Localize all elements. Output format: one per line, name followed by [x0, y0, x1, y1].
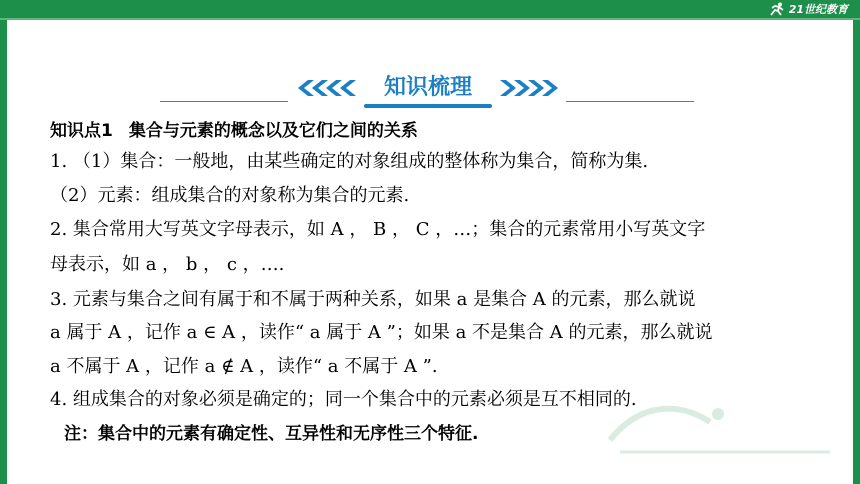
header-line-left	[160, 101, 288, 102]
content-line: 1. （1）集合：一般地，由某些确定的对象组成的整体称为集合，简称为集.	[50, 151, 649, 172]
content-line: 母表示，如 a ， b ， c ，….	[50, 254, 285, 275]
logo-text: 21世纪教育	[788, 3, 848, 16]
top-bar	[0, 0, 860, 18]
section-header	[290, 72, 566, 108]
watermark-logo	[600, 392, 840, 462]
right-chevrons-icon	[498, 78, 562, 98]
knowledge-point-title: 集合与元素的概念以及它们之间的关系	[128, 121, 418, 141]
knowledge-point-heading	[50, 116, 418, 146]
runner-icon	[768, 2, 786, 16]
section-title: 知识梳理	[383, 75, 472, 100]
header-line-right	[566, 101, 694, 102]
knowledge-point-label: 知识点1	[50, 121, 113, 141]
frame-left	[0, 20, 7, 484]
title-underline	[364, 104, 492, 108]
content-line: 4. 组成集合的对象必须是确定的；同一个集合中的元素必须是互不相同的.	[50, 389, 637, 410]
content-line: （2）元素：组成集合的对象称为集合的元素.	[50, 185, 410, 206]
content-line: a 属于 A ，记作 a ∈ A ，读作“ a 属于 A ”；如果 a 不是集合 A 的元素，那么就说	[50, 322, 713, 343]
frame-right	[853, 20, 860, 484]
content-line: a 不属于 A ，记作 a ∉ A ，读作“ a 不属于 A ”.	[50, 356, 438, 377]
top-bar-edge	[0, 18, 860, 20]
content-line: 2. 集合常用大写英文字母表示，如 A ， B ， C ，…；集合的元素常用小写英文字	[50, 219, 706, 240]
note-line: 注：集合中的元素有确定性、互异性和无序性三个特征.	[64, 424, 479, 444]
content-line: 3. 元素与集合之间有属于和不属于两种关系，如果 a 是集合 A 的元素，那么就说	[50, 289, 696, 310]
brand-logo	[768, 1, 848, 17]
